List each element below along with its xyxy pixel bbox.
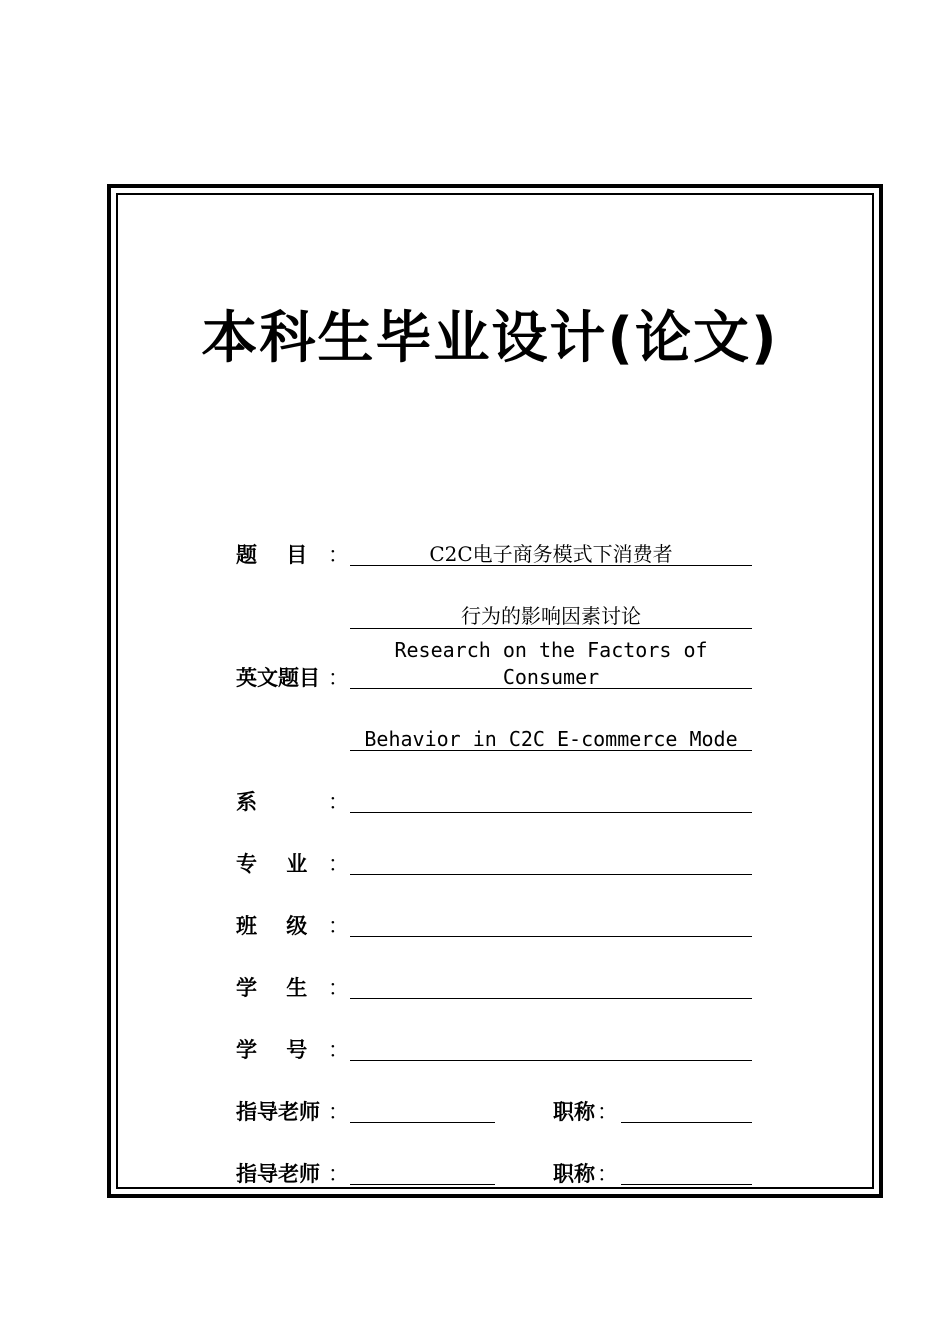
class-label: 班 级 bbox=[236, 914, 308, 938]
major-label: 专 业 bbox=[236, 852, 308, 876]
topic-underline-1 bbox=[350, 565, 752, 566]
topic-value-line1: C2C电子商务模式下消费者 bbox=[429, 542, 673, 566]
department-colon: ： bbox=[328, 790, 349, 814]
student-id-label: 学 号 bbox=[236, 1038, 308, 1062]
english-title-line2: Behavior in C2C E-commerce Mode bbox=[364, 727, 738, 751]
document-title: 本科生毕业设计(论文) bbox=[201, 306, 779, 371]
advisor-label-1: 指导老师 bbox=[236, 1100, 320, 1124]
advisor-colon-2: ： bbox=[328, 1162, 349, 1186]
title-colon-2: ： bbox=[597, 1162, 618, 1186]
advisor-field-2 bbox=[350, 1184, 495, 1185]
english-title-colon: ： bbox=[328, 666, 349, 690]
title-label-2: 职称 bbox=[553, 1162, 595, 1186]
title-field-1 bbox=[621, 1122, 752, 1123]
english-title-line1a: Research on the Factors of bbox=[394, 638, 708, 662]
department-label: 系 bbox=[236, 790, 257, 814]
title-label-1: 职称 bbox=[553, 1100, 595, 1124]
advisor-field-1 bbox=[350, 1122, 495, 1123]
advisor-label-2: 指导老师 bbox=[236, 1162, 320, 1186]
topic-underline-2 bbox=[350, 628, 752, 629]
english-title-label: 英文题目 bbox=[236, 666, 320, 690]
english-title-line1b: Consumer bbox=[502, 665, 600, 689]
student-id-colon: ： bbox=[328, 1038, 349, 1062]
class-field bbox=[350, 936, 752, 937]
student-id-field bbox=[350, 1060, 752, 1061]
department-field bbox=[350, 812, 752, 813]
title-colon-1: ： bbox=[597, 1100, 618, 1124]
topic-label: 题 目 bbox=[236, 543, 308, 567]
student-field bbox=[350, 998, 752, 999]
english-title-underline-2 bbox=[350, 750, 752, 751]
advisor-colon-1: ： bbox=[328, 1100, 349, 1124]
major-field bbox=[350, 874, 752, 875]
title-field-2 bbox=[621, 1184, 752, 1185]
topic-value-line2: 行为的影响因素讨论 bbox=[461, 604, 641, 628]
student-colon: ： bbox=[328, 976, 349, 1000]
topic-colon: ： bbox=[328, 543, 349, 567]
student-label: 学 生 bbox=[236, 976, 308, 1000]
class-colon: ： bbox=[328, 914, 349, 938]
major-colon: ： bbox=[328, 852, 349, 876]
english-title-underline-1 bbox=[350, 688, 752, 689]
